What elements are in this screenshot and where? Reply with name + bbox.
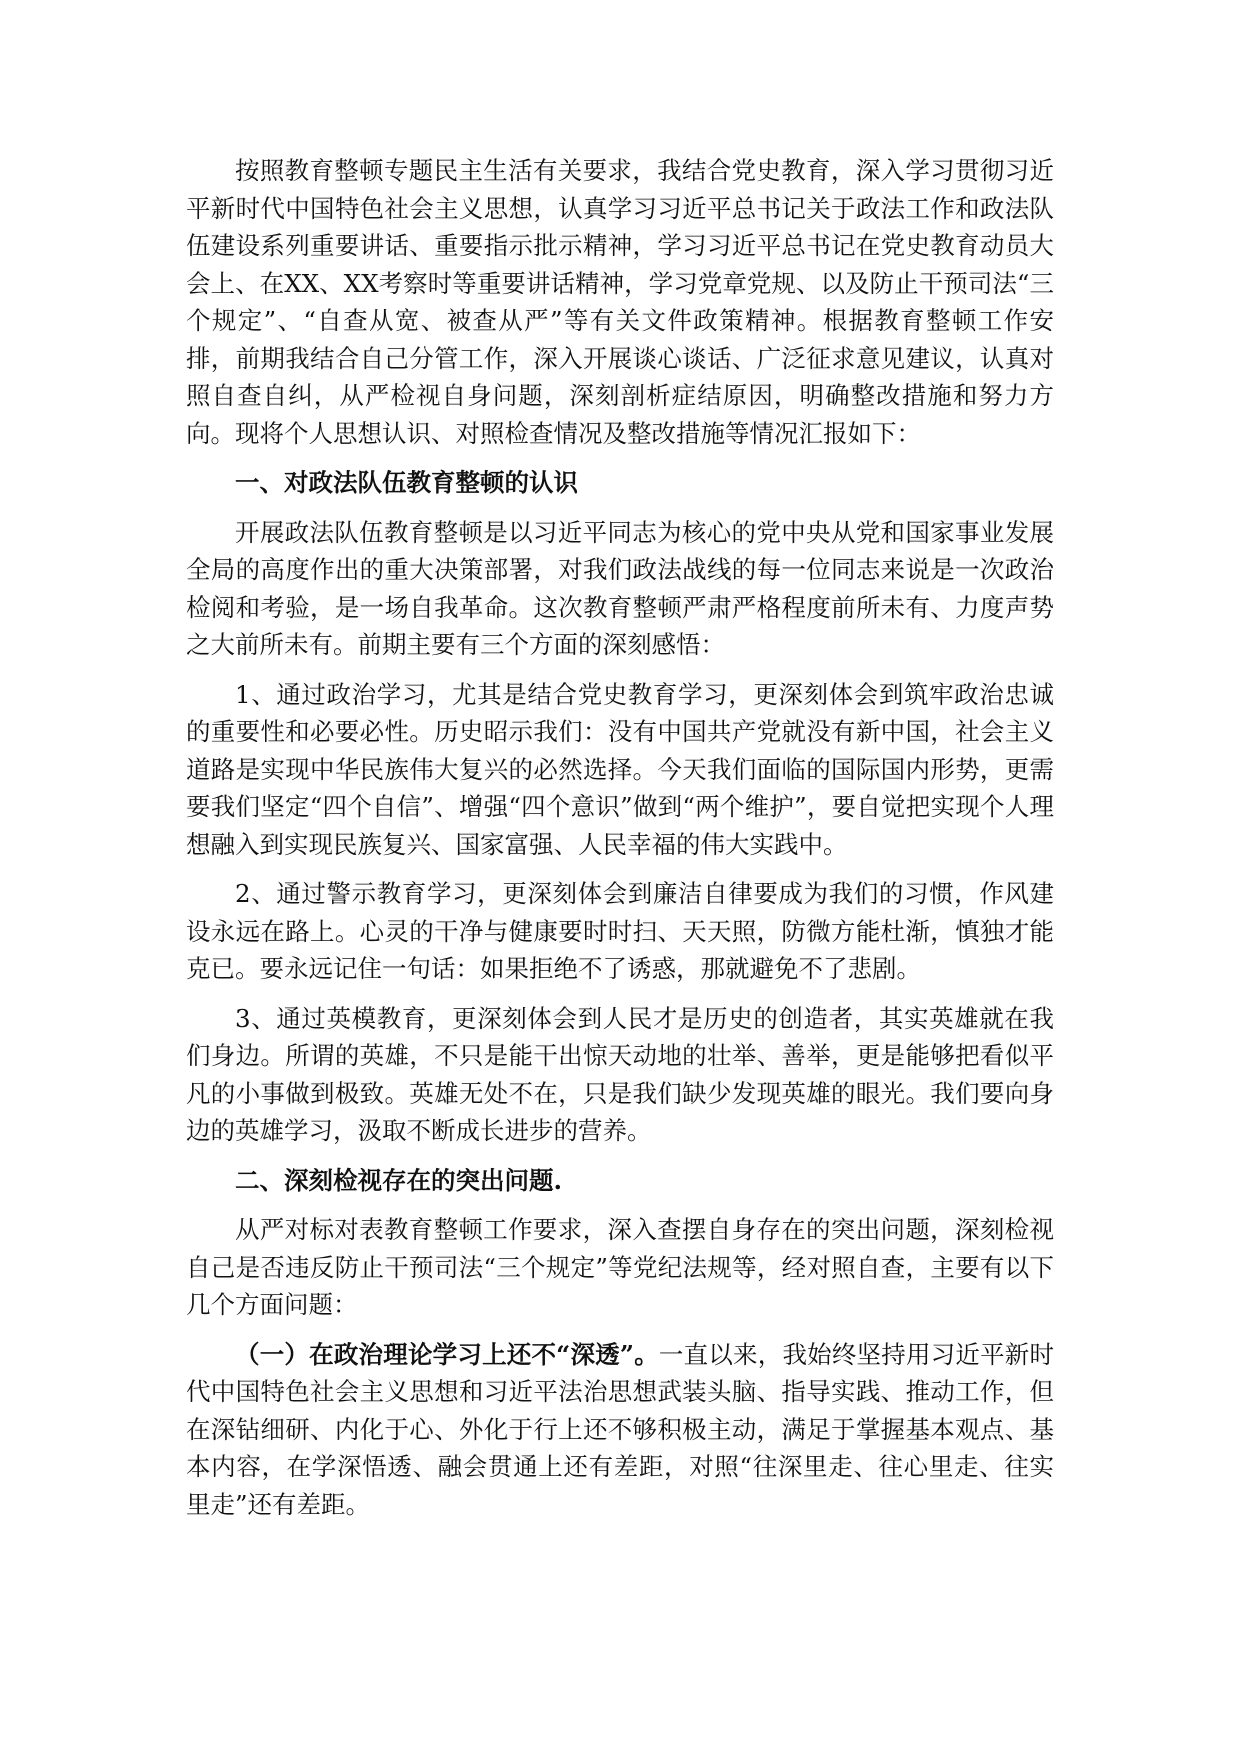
section-1-paragraph: 开展政法队伍教育整顿是以习近平同志为核心的党中央从党和国家事业发展全局的高度作出的重大决策部署，对我们政法战线的每一位同志来说是一次政治检阅和考验，是一场自我革命。这次教育整顿严肃严格程度前所未有、力度声势之大前所未有。前期主要有三个方面的深刻感悟： <box>186 517 1054 659</box>
insight-point-1: 1、通过政治学习，尤其是结合党史教育学习，更深刻体会到筑牢政治忠诚的重要性和必要必性。历史昭示我们：没有中国共产党就没有新中国，社会主义道路是实现中华民族伟大复兴的必然选择。今天我们面临的国际国内形势，更需要我们坚定“四个自信”、增强“四个意识”做到“两个维护”，要自觉把实现个人理想融入到实现民族复兴、国家富强、人民幸福的伟大实践中。 <box>186 679 1054 859</box>
insight-point-2: 2、通过警示教育学习，更深刻体会到廉洁自律要成为我们的习惯，作风建设永远在路上。心灵的干净与健康要时时扫、天天照，防微方能杜渐，慎独才能克已。要永远记住一句话：如果拒绝不了诱惑，那就避免不了悲剧。 <box>186 879 1054 983</box>
section-heading-2: 二、深刻检视存在的突出问题. <box>235 1165 563 1195</box>
section-heading-1: 一、对政法队伍教育整顿的认识 <box>235 468 578 497</box>
section-2-paragraph: 从严对标对表教育整顿工作要求，深入查摆自身存在的突出问题，深刻检视自己是否违反防止干预司法“三个规定”等党纪法规等，经对照自查，主要有以下几个方面问题： <box>186 1215 1054 1319</box>
issue-1-lead: （一）在政治理论学习上还不“深透”。 <box>235 1339 659 1369</box>
issue-1-body: 一直以来，我始终坚持用习近平新时代中国特色社会主义思想和习近平法治思想武装头脑、指导实践、推动工作，但在深钻细研、内化于心、外化于行上还不够积极主动，满足于掌握基本观点、基本内容，在学深悟透、融会贯通上还有差距，对照“往深里走、往心里走、往实里走”还有差距。 <box>186 1339 1055 1519</box>
issue-1-paragraph <box>186 1336 1054 1524</box>
insight-point-3: 3、通过英模教育，更深刻体会到人民才是历史的创造者，其实英雄就在我们身边。所谓的英雄，不只是能干出惊天动地的壮举、善举，更是能够把看似平凡的小事做到极致。英雄无处不在，只是我们缺少发现英雄的眼光。我们要向身边的英雄学习，汲取不断成长进步的营养。 <box>186 1003 1054 1145</box>
intro-paragraph: 按照教育整顿专题民主生活有关要求，我结合党史教育，深入学习贯彻习近平新时代中国特色社会主义思想，认真学习习近平总书记关于政法工作和政法队伍建设系列重要讲话、重要指示批示精神，学习习近平总书记在党史教育动员大会上、在XX、XX考察时等重要讲话精神，学习党章党规、以及防止干预司法“三个规定”、“自查从宽、被查从严”等有关文件政策精神。根据教育整顿工作安排，前期我结合自己分管工作，深入开展谈心谈话、广泛征求意见建议，认真对照自查自纠，从严检视自身问题，深刻剖析症结原因，明确整改措施和努力方向。现将个人思想认识、对照检查情况及整改措施等情况汇报如下： <box>186 156 1054 448</box>
document-body <box>186 152 1054 1535</box>
